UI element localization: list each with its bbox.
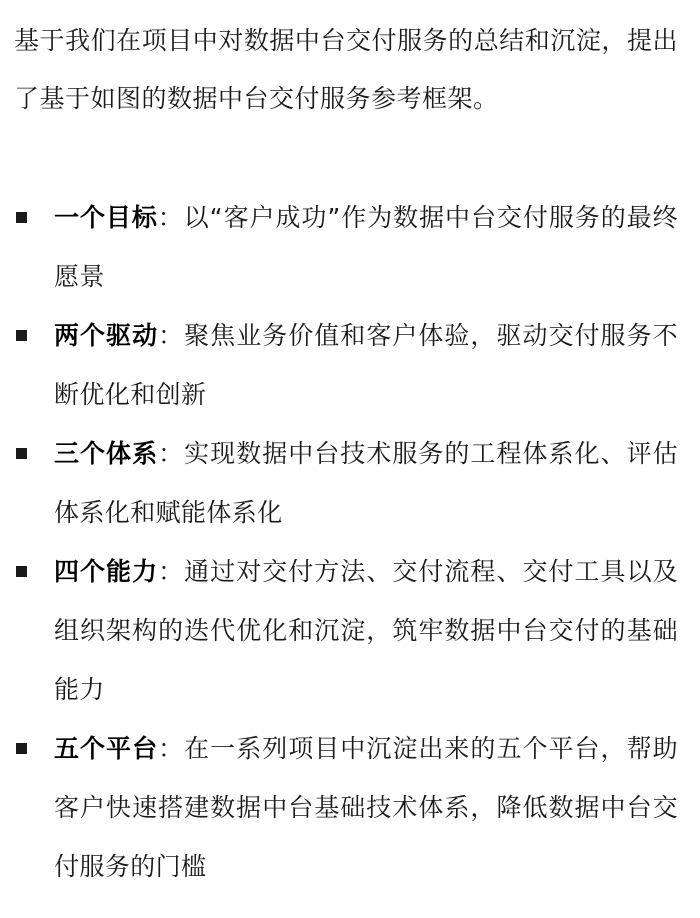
list-item-capabilities	[14, 542, 678, 719]
item-separator: ：	[158, 439, 185, 468]
item-separator: ：	[158, 557, 185, 586]
square-bullet-icon	[16, 212, 27, 223]
item-text: 实现数据中台技术服务的工程体系化、评估体系化和赋能体系化	[54, 439, 678, 527]
item-label: 一个目标	[54, 203, 158, 232]
item-separator: ：	[157, 203, 184, 232]
item-separator: ：	[158, 734, 185, 763]
list-item-systems	[14, 424, 678, 542]
item-text: 通过对交付方法、交付流程、交付工具以及组织架构的迭代优化和沉淀，筑牢数据中台交付的基础能力	[54, 557, 678, 704]
square-bullet-icon	[16, 743, 27, 754]
square-bullet-icon	[16, 448, 27, 459]
framework-list	[14, 188, 678, 896]
item-label: 五个平台	[54, 734, 159, 763]
list-item-drivers	[14, 306, 678, 424]
item-text: 聚焦业务价值和客户体验，驱动交付服务不断优化和创新	[54, 321, 678, 409]
item-separator: ：	[158, 321, 185, 350]
square-bullet-icon	[16, 330, 27, 341]
square-bullet-icon	[16, 566, 27, 577]
item-label: 三个体系	[54, 439, 159, 468]
intro-paragraph: 基于我们在项目中对数据中台交付服务的总结和沉淀，提出了基于如图的数据中台交付服务参考框架。	[14, 26, 678, 113]
item-text: 以“客户成功”作为数据中台交付服务的最终愿景	[54, 203, 678, 291]
item-text: 在一系列项目中沉淀出来的五个平台，帮助客户快速搭建数据中台基础技术体系，降低数据中台交付服务的门槛	[54, 734, 678, 881]
item-label: 四个能力	[54, 557, 159, 586]
list-item-platforms	[14, 719, 678, 896]
list-item-goal	[14, 188, 678, 306]
item-label: 两个驱动	[54, 321, 159, 350]
